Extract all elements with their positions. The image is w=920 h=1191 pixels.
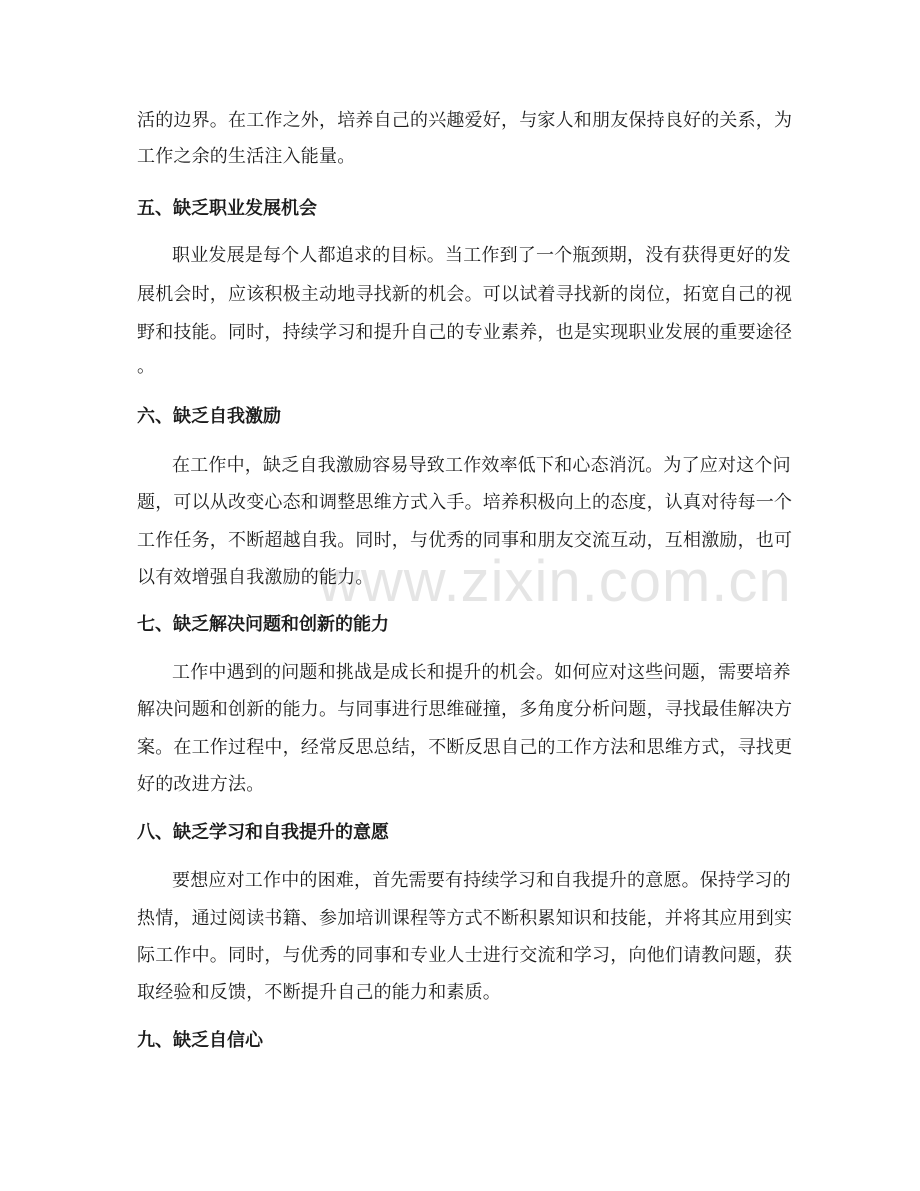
section-8-line-3: 际工作中。同时，与优秀的同事和专业人士进行交流和学习，向他们请教问题，获 — [137, 945, 793, 966]
section-heading-8: 八、缺乏学习和自我提升的意愿 — [137, 822, 389, 843]
intro-line-2: 工作之余的生活注入能量。 — [137, 146, 356, 167]
section-7-line-2: 解决问题和创新的能力。与同事进行思维碰撞，多角度分析问题，寻找最佳解决方 — [137, 699, 793, 720]
section-8-line-2: 热情，通过阅读书籍、参加培训课程等方式不断积累知识和技能，并将其应用到实 — [137, 908, 793, 929]
section-heading-9: 九、缺乏自信心 — [137, 1030, 263, 1051]
section-7-line-3: 案。在工作过程中，经常反思总结，不断反思自己的工作方法和思维方式，寻找更 — [137, 737, 793, 758]
section-5-line-3: 野和技能。同时，持续学习和提升自己的专业素养，也是实现职业发展的重要途径 — [137, 322, 793, 343]
section-heading-6: 六、缺乏自我激励 — [137, 406, 281, 427]
section-8-line-4: 取经验和反馈，不断提升自己的能力和素质。 — [137, 982, 501, 1003]
watermark: www.zixin.com.cn — [318, 549, 792, 614]
section-6-line-4: 以有效增强自我激励的能力。 — [137, 567, 374, 588]
section-5-line-4: 。 — [137, 356, 156, 377]
section-6-line-2: 题，可以从改变心态和调整思维方式入手。培养积极向上的态度，认真对待每一个 — [137, 492, 793, 513]
section-6-line-1: 在工作中，缺乏自我激励容易导致工作效率低下和心态消沉。为了应对这个问 — [172, 455, 791, 476]
section-5-line-1: 职业发展是每个人都追求的目标。当工作到了一个瓶颈期，没有获得更好的发 — [172, 245, 791, 266]
section-8-line-1: 要想应对工作中的困难，首先需要有持续学习和自我提升的意愿。保持学习的 — [172, 870, 791, 891]
section-5-line-2: 展机会时，应该积极主动地寻找新的机会。可以试着寻找新的岗位，拓宽自己的视 — [137, 284, 793, 305]
section-7-line-1: 工作中遇到的问题和挑战是成长和提升的机会。如何应对这些问题，需要培养 — [172, 662, 791, 683]
intro-line-1: 活的边界。在工作之外，培养自己的兴趣爱好，与家人和朋友保持良好的关系，为 — [137, 110, 793, 131]
section-heading-7: 七、缺乏解决问题和创新的能力 — [137, 614, 389, 635]
section-heading-5: 五、缺乏职业发展机会 — [137, 198, 317, 219]
section-6-line-3: 工作任务，不断超越自我。同时，与优秀的同事和朋友交流互动，互相激励，也可 — [137, 530, 793, 551]
section-7-line-4: 好的改进方法。 — [137, 774, 265, 795]
